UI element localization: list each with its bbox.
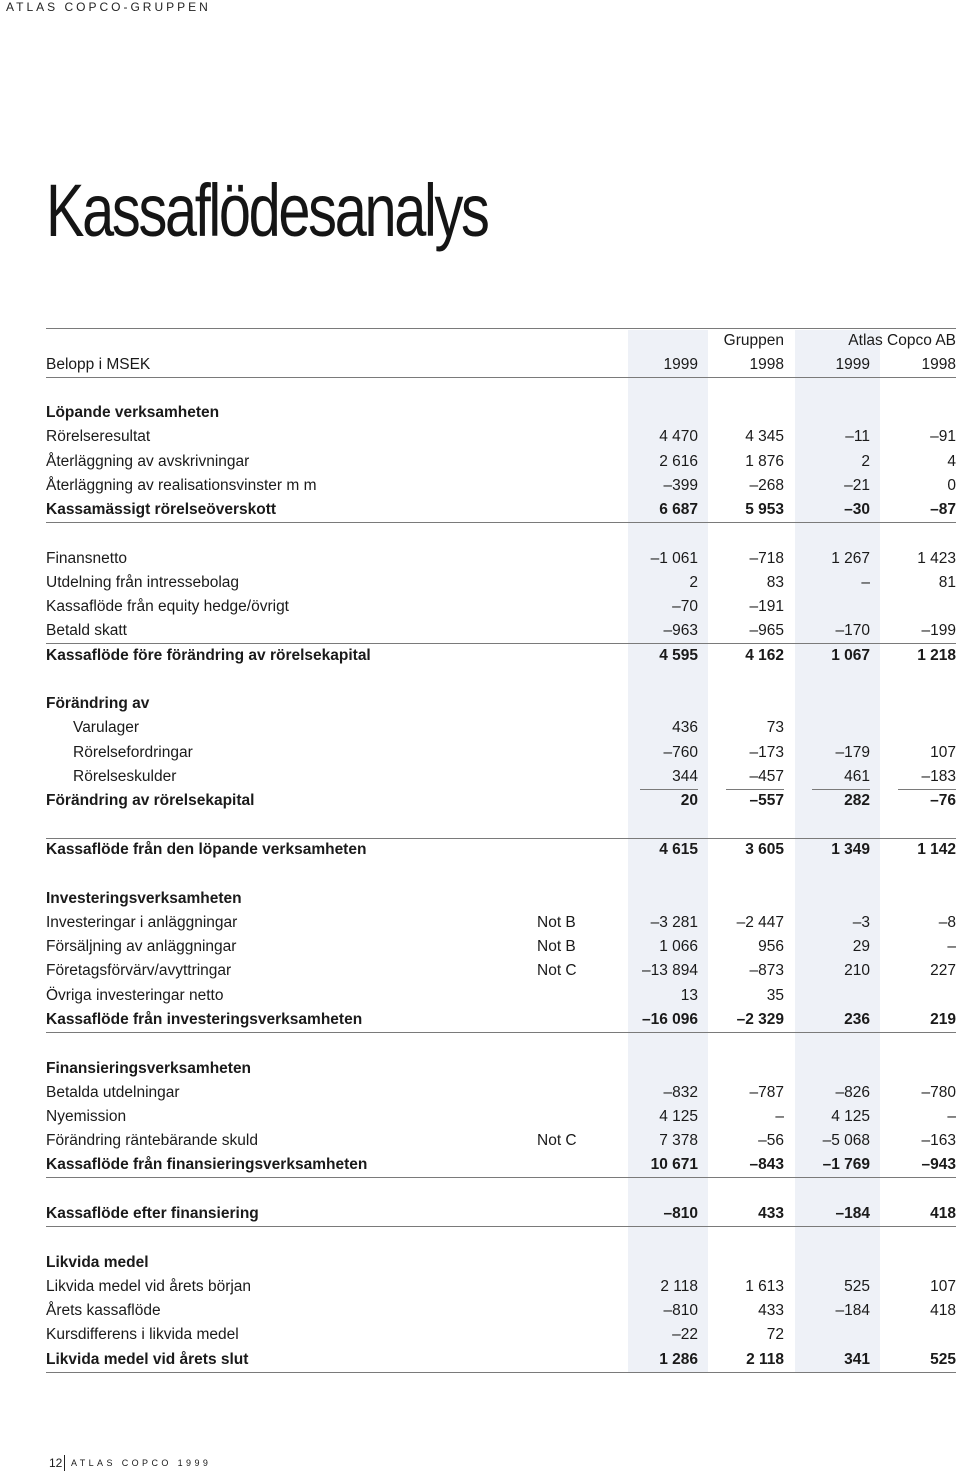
amount-unit-label: Belopp i MSEK xyxy=(46,356,151,373)
row-label: Förändring av xyxy=(46,695,150,712)
table-cell: –179 xyxy=(835,744,870,761)
table-cell: –173 xyxy=(749,744,784,761)
row-label: Rörelseresultat xyxy=(46,428,151,445)
table-rule xyxy=(46,522,956,523)
table-cell: 2 616 xyxy=(659,453,698,470)
table-cell: –1 769 xyxy=(822,1156,870,1173)
table-row xyxy=(46,619,956,643)
table-row xyxy=(46,692,956,716)
table-cell: 418 xyxy=(930,1302,956,1319)
table-cell: –1 061 xyxy=(650,550,698,567)
table-cell: –2 329 xyxy=(736,1011,784,1028)
table-row xyxy=(46,1057,956,1081)
table-row xyxy=(46,474,956,498)
table-cell: –832 xyxy=(663,1084,698,1101)
table-cell: 73 xyxy=(766,719,784,736)
table-cell: 2 118 xyxy=(660,1278,698,1295)
table-cell: –965 xyxy=(749,622,784,639)
table-row xyxy=(46,984,956,1008)
table-cell: –826 xyxy=(835,1084,870,1101)
table-cell: –3 xyxy=(852,914,870,931)
row-label: Betalda utdelningar xyxy=(46,1084,180,1101)
table-cell: –16 096 xyxy=(641,1011,698,1028)
table-cell: 107 xyxy=(930,1278,956,1295)
table-group-header xyxy=(46,329,956,353)
year-header: 1999 xyxy=(835,356,870,373)
table-cell: –268 xyxy=(749,477,784,494)
table-cell: 525 xyxy=(930,1351,956,1368)
table-cell: –963 xyxy=(663,622,698,639)
table-cell: 1 423 xyxy=(917,550,956,567)
table-cell: 2 xyxy=(861,453,870,470)
table-cell: –87 xyxy=(930,501,956,518)
note-reference: Not C xyxy=(537,1132,577,1149)
table-row xyxy=(46,644,956,668)
table-row xyxy=(46,571,956,595)
table-cell: 344 xyxy=(672,768,698,785)
table-cell: –170 xyxy=(835,622,870,639)
table-cell: 1 876 xyxy=(745,453,784,470)
table-cell: 219 xyxy=(930,1011,956,1028)
table-cell: 210 xyxy=(844,962,870,979)
table-cell: 956 xyxy=(758,938,784,955)
row-label: Likvida medel vid årets början xyxy=(46,1278,252,1295)
footer-divider xyxy=(64,1455,65,1471)
table-row xyxy=(46,1202,956,1226)
table-cell: 6 687 xyxy=(659,501,698,518)
table-cell: 4 615 xyxy=(659,841,698,858)
note-reference: Not B xyxy=(537,938,576,955)
table-cell: 72 xyxy=(766,1326,784,1343)
table-cell: 7 378 xyxy=(659,1132,698,1149)
table-cell: 4 162 xyxy=(745,647,784,664)
table-row xyxy=(46,401,956,425)
table-row xyxy=(46,1008,956,1032)
table-cell: –191 xyxy=(749,598,784,615)
row-label: Kassamässigt rörelseöverskott xyxy=(46,501,277,518)
table-row xyxy=(46,1251,956,1275)
row-label: Likvida medel xyxy=(46,1254,149,1271)
table-cell: –30 xyxy=(844,501,870,518)
table-row xyxy=(46,1153,956,1177)
year-header: 1998 xyxy=(921,356,956,373)
table-row xyxy=(46,595,956,619)
table-cell: 525 xyxy=(844,1278,870,1295)
table-cell: –810 xyxy=(663,1205,698,1222)
row-label: Kursdifferens i likvida medel xyxy=(46,1326,239,1343)
row-label: Kassaflöde från equity hedge/övrigt xyxy=(46,598,289,615)
table-cell: 35 xyxy=(766,987,784,1004)
group-label-gruppen: Gruppen xyxy=(723,332,784,349)
table-cell: 1 067 xyxy=(831,647,870,664)
year-header: 1998 xyxy=(749,356,784,373)
table-cell: –787 xyxy=(749,1084,784,1101)
table-cell: –56 xyxy=(758,1132,784,1149)
table-row xyxy=(46,1081,956,1105)
table-cell: 1 349 xyxy=(831,841,870,858)
table-cell: – xyxy=(947,1108,956,1125)
row-label: Rörelseskulder xyxy=(73,768,177,785)
header-brand: ATLAS COPCO-GRUPPEN xyxy=(6,0,211,14)
table-cell: 4 125 xyxy=(831,1108,870,1125)
table-rule xyxy=(46,1372,956,1373)
table-row xyxy=(46,498,956,522)
table-cell: – xyxy=(947,938,956,955)
table-cell: –943 xyxy=(921,1156,956,1173)
table-cell: 282 xyxy=(844,792,870,809)
table-row xyxy=(46,1105,956,1129)
row-label: Varulager xyxy=(73,719,140,736)
row-label: Rörelsefordringar xyxy=(73,744,193,761)
table-cell: –13 894 xyxy=(641,962,698,979)
table-cell: 5 953 xyxy=(745,501,784,518)
row-label: Förändring av rörelsekapital xyxy=(46,792,255,809)
table-cell: –163 xyxy=(921,1132,956,1149)
table-row xyxy=(46,716,956,740)
table-row xyxy=(46,450,956,474)
table-cell: –780 xyxy=(921,1084,956,1101)
table-cell: – xyxy=(861,574,870,591)
row-label: Utdelning från intressebolag xyxy=(46,574,240,591)
row-label: Finansieringsverksamheten xyxy=(46,1060,252,1077)
row-label: Nyemission xyxy=(46,1108,127,1125)
row-label: Återläggning av avskrivningar xyxy=(46,453,250,470)
table-cell: 461 xyxy=(844,768,870,785)
table-row xyxy=(46,1299,956,1323)
table-cell: –399 xyxy=(663,477,698,494)
table-cell: 20 xyxy=(680,792,698,809)
table-cell: –11 xyxy=(845,428,870,445)
table-cell: 4 125 xyxy=(659,1108,698,1125)
table-cell: –21 xyxy=(844,477,870,494)
row-label: Kassaflöde från finansieringsverksamheten xyxy=(46,1156,368,1173)
table-row xyxy=(46,741,956,765)
table-cell: 433 xyxy=(758,1302,784,1319)
table-cell: 10 671 xyxy=(650,1156,698,1173)
table-cell: –199 xyxy=(921,622,956,639)
row-label: Kassaflöde före förändring av rörelsekapital xyxy=(46,647,371,664)
table-year-header xyxy=(46,353,956,377)
table-cell: 1 218 xyxy=(917,647,956,664)
table-cell: 81 xyxy=(938,574,956,591)
table-cell: 433 xyxy=(758,1205,784,1222)
table-cell: 1 286 xyxy=(659,1351,698,1368)
table-cell: 436 xyxy=(672,719,698,736)
table-cell: –91 xyxy=(930,428,956,445)
table-cell: 107 xyxy=(930,744,956,761)
table-row xyxy=(46,765,956,789)
table-cell: 236 xyxy=(844,1011,870,1028)
table-row xyxy=(46,1323,956,1347)
table-row xyxy=(46,838,956,862)
table-cell: 1 142 xyxy=(917,841,956,858)
table-cell: 2 118 xyxy=(746,1351,784,1368)
table-row xyxy=(46,935,956,959)
table-cell: 0 xyxy=(947,477,956,494)
year-header: 1999 xyxy=(663,356,698,373)
table-cell: 418 xyxy=(930,1205,956,1222)
table-row xyxy=(46,547,956,571)
table-cell: –873 xyxy=(749,962,784,979)
table-cell: 4 595 xyxy=(659,647,698,664)
table-row xyxy=(46,959,956,983)
table-row xyxy=(46,1348,956,1372)
table-rule xyxy=(46,1177,956,1178)
table-cell: –3 281 xyxy=(650,914,698,931)
row-label: Förändring räntebärande skuld xyxy=(46,1132,258,1149)
table-cell: –183 xyxy=(921,768,956,785)
row-label: Löpande verksamheten xyxy=(46,404,220,421)
table-cell: 4 xyxy=(947,453,956,470)
table-cell: –5 068 xyxy=(822,1132,870,1149)
table-cell: 4 345 xyxy=(745,428,784,445)
row-label: Kassaflöde från investeringsverksamheten xyxy=(46,1011,363,1028)
table-row xyxy=(46,911,956,935)
table-cell: –843 xyxy=(749,1156,784,1173)
row-label: Finansnetto xyxy=(46,550,127,567)
table-cell: –810 xyxy=(663,1302,698,1319)
table-cell: –8 xyxy=(938,914,956,931)
page-number: 12 xyxy=(49,1456,63,1470)
row-label: Årets kassaflöde xyxy=(46,1302,161,1319)
table-cell: –184 xyxy=(835,1302,870,1319)
row-label: Återläggning av realisationsvinster m m xyxy=(46,477,317,494)
table-row xyxy=(46,887,956,911)
table-cell: 2 xyxy=(689,574,698,591)
table-cell: 1 613 xyxy=(745,1278,784,1295)
group-label-atlas-copco-ab: Atlas Copco AB xyxy=(848,332,956,349)
table-cell: –457 xyxy=(749,768,784,785)
note-reference: Not B xyxy=(537,914,576,931)
table-cell: 227 xyxy=(930,962,956,979)
row-label: Kassaflöde efter finansiering xyxy=(46,1205,259,1222)
table-cell: 1 267 xyxy=(831,550,870,567)
note-reference: Not C xyxy=(537,962,577,979)
table-cell: 13 xyxy=(680,987,698,1004)
table-cell: –718 xyxy=(749,550,784,567)
table-row xyxy=(46,425,956,449)
table-cell: –2 447 xyxy=(736,914,784,931)
table-cell: –70 xyxy=(672,598,698,615)
table-cell: –557 xyxy=(749,792,784,809)
row-label: Övriga investeringar netto xyxy=(46,987,224,1004)
table-cell: –760 xyxy=(663,744,698,761)
table-cell: –22 xyxy=(672,1326,698,1343)
footer-brand: ATLAS COPCO 1999 xyxy=(71,1458,212,1468)
row-label: Kassaflöde från den löpande verksamheten xyxy=(46,841,367,858)
table-row xyxy=(46,1129,956,1153)
table-cell: –76 xyxy=(930,792,956,809)
table-rule xyxy=(46,377,956,378)
table-row xyxy=(46,789,956,813)
row-label: Investeringar i anläggningar xyxy=(46,914,238,931)
table-cell: 3 605 xyxy=(745,841,784,858)
row-label: Företagsförvärv/avyttringar xyxy=(46,962,232,979)
row-label: Betald skatt xyxy=(46,622,127,639)
row-label: Försäljning av anläggningar xyxy=(46,938,237,955)
row-label: Investeringsverksamheten xyxy=(46,890,242,907)
table-rule xyxy=(46,1226,956,1227)
table-rule xyxy=(46,1032,956,1033)
table-cell: 1 066 xyxy=(659,938,698,955)
table-cell: 29 xyxy=(852,938,870,955)
table-cell: 341 xyxy=(844,1351,870,1368)
table-cell: – xyxy=(775,1108,784,1125)
table-cell: –184 xyxy=(835,1205,870,1222)
row-label: Likvida medel vid årets slut xyxy=(46,1351,249,1368)
table-cell: 4 470 xyxy=(659,428,698,445)
page-title: Kassaflödesanalys xyxy=(46,169,488,252)
table-cell: 83 xyxy=(766,574,784,591)
table-row xyxy=(46,1275,956,1299)
